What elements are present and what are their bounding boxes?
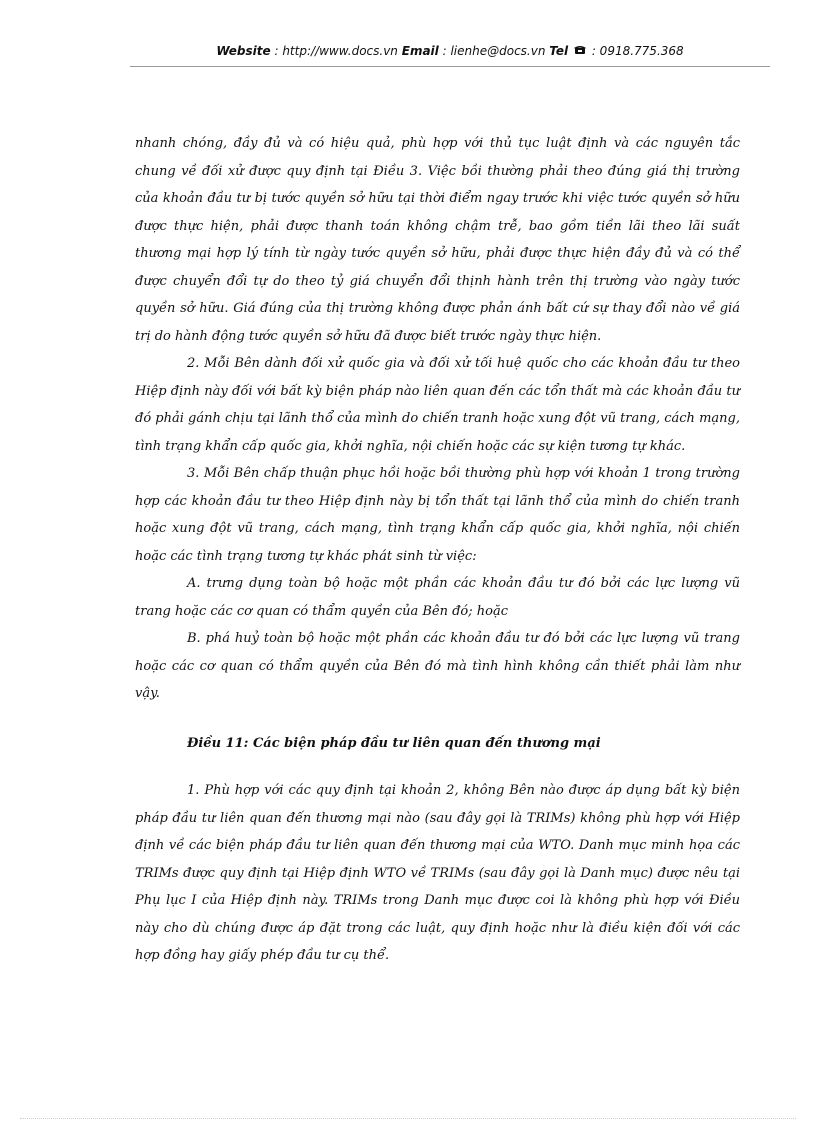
paragraph-item-3: 3. Mỗi Bên chấp thuận phục hồi hoặc bồi thường phù hợp với khoản 1 trong trường hợp các khoản đầu tư theo Hiệp định này bị tổn thất tại lãnh thổ của mình do chiến tranh hoặc xung đột vũ trang, cách mạng, tình trạng khẩn cấp quốc gia, khởi nghĩa, nội chiến hoặc các tình trạng tương tự khác phát sinh từ việc: xyxy=(135,466,740,564)
paragraph-continuation: nhanh chóng, đầy đủ và có hiệu quả, phù hợp với thủ tục luật định và các nguyên tắc chung về đối xử được quy định tại Điều 3. Việc bồi thường phải theo đúng giá thị trường của khoản đầu tư bị tước quyền sở hữu tại thời điểm ngay trước khi việc tước quyền sở hữu được thực hiện, phải được thanh toán không chậm trễ, bao gồm tiền lãi theo lãi suất thương mại hợp lý tính từ ngày tước quyền sở hữu, phải được thực hiện đầy đủ và có thể được chuyển đổi tự do theo tỷ giá chuyển đổi thịnh hành trên thị trường vào ngày tước quyền sở hữu. Giá đúng của thị trường không được phản ánh bất cứ sự thay đổi nào về giá trị do hành động tước quyền sở hữu đã được biết trước ngày thực hiện. xyxy=(135,136,740,344)
page-header xyxy=(130,44,770,67)
paragraph-article-11-item-1: 1. Phù hợp với các quy định tại khoản 2, không Bên nào được áp dụng bất kỳ biện pháp đầu tư liên quan đến thương mại nào (sau đây gọi là TRIMs) không phù hợp với Hiệp định về các biện pháp đầu tư liên quan đến thương mại của WTO. Danh mục minh họa các TRIMs được quy định tại Hiệp định WTO về TRIMs (sau đây gọi là Danh mục) được nêu tại Phụ lục I của Hiệp định này. TRIMs trong Danh mục được coi là không phù hợp với Điều này cho dù chúng được áp đặt trong các luật, quy định hoặc như là điều kiện đối với các hợp đồng hay giấy phép đầu tư cụ thể. xyxy=(135,783,740,963)
article-heading: Điều 11: Các biện pháp đầu tư liên quan đến thương mại xyxy=(187,735,601,751)
page-bottom-border xyxy=(20,1118,796,1119)
document-body xyxy=(135,130,740,970)
paragraph-item-a: A. trưng dụng toàn bộ hoặc một phần các khoản đầu tư đó bởi các lực lượng vũ trang hoặc các cơ quan có thẩm quyền của Bên đó; hoặc xyxy=(135,576,740,619)
telephone-icon xyxy=(574,44,586,58)
paragraph-item-b: B. phá huỷ toàn bộ hoặc một phần các khoản đầu tư đó bởi các lực lượng vũ trang hoặc các cơ quan có thẩm quyền của Bên đó mà tình hình không cần thiết phải làm như vậy. xyxy=(135,631,740,701)
email-label: Email xyxy=(401,44,439,58)
tel-label: Tel xyxy=(549,44,569,58)
website-label: Website xyxy=(216,44,271,58)
email-value: : lienhe@docs.vn xyxy=(442,44,546,58)
paragraph-item-2: 2. Mỗi Bên dành đối xử quốc gia và đối xử tối huệ quốc cho các khoản đầu tư theo Hiệp định này đối với bất kỳ biện pháp nào liên quan đến các tổn thất mà các khoản đầu tư đó phải gánh chịu tại lãnh thổ của mình do chiến tranh hoặc xung đột vũ trang, cách mạng, tình trạng khẩn cấp quốc gia, khởi nghĩa, nội chiến hoặc các sự kiện tương tự khác. xyxy=(135,356,740,454)
website-value: : http://www.docs.vn xyxy=(274,44,398,58)
tel-value: : 0918.775.368 xyxy=(591,44,684,58)
